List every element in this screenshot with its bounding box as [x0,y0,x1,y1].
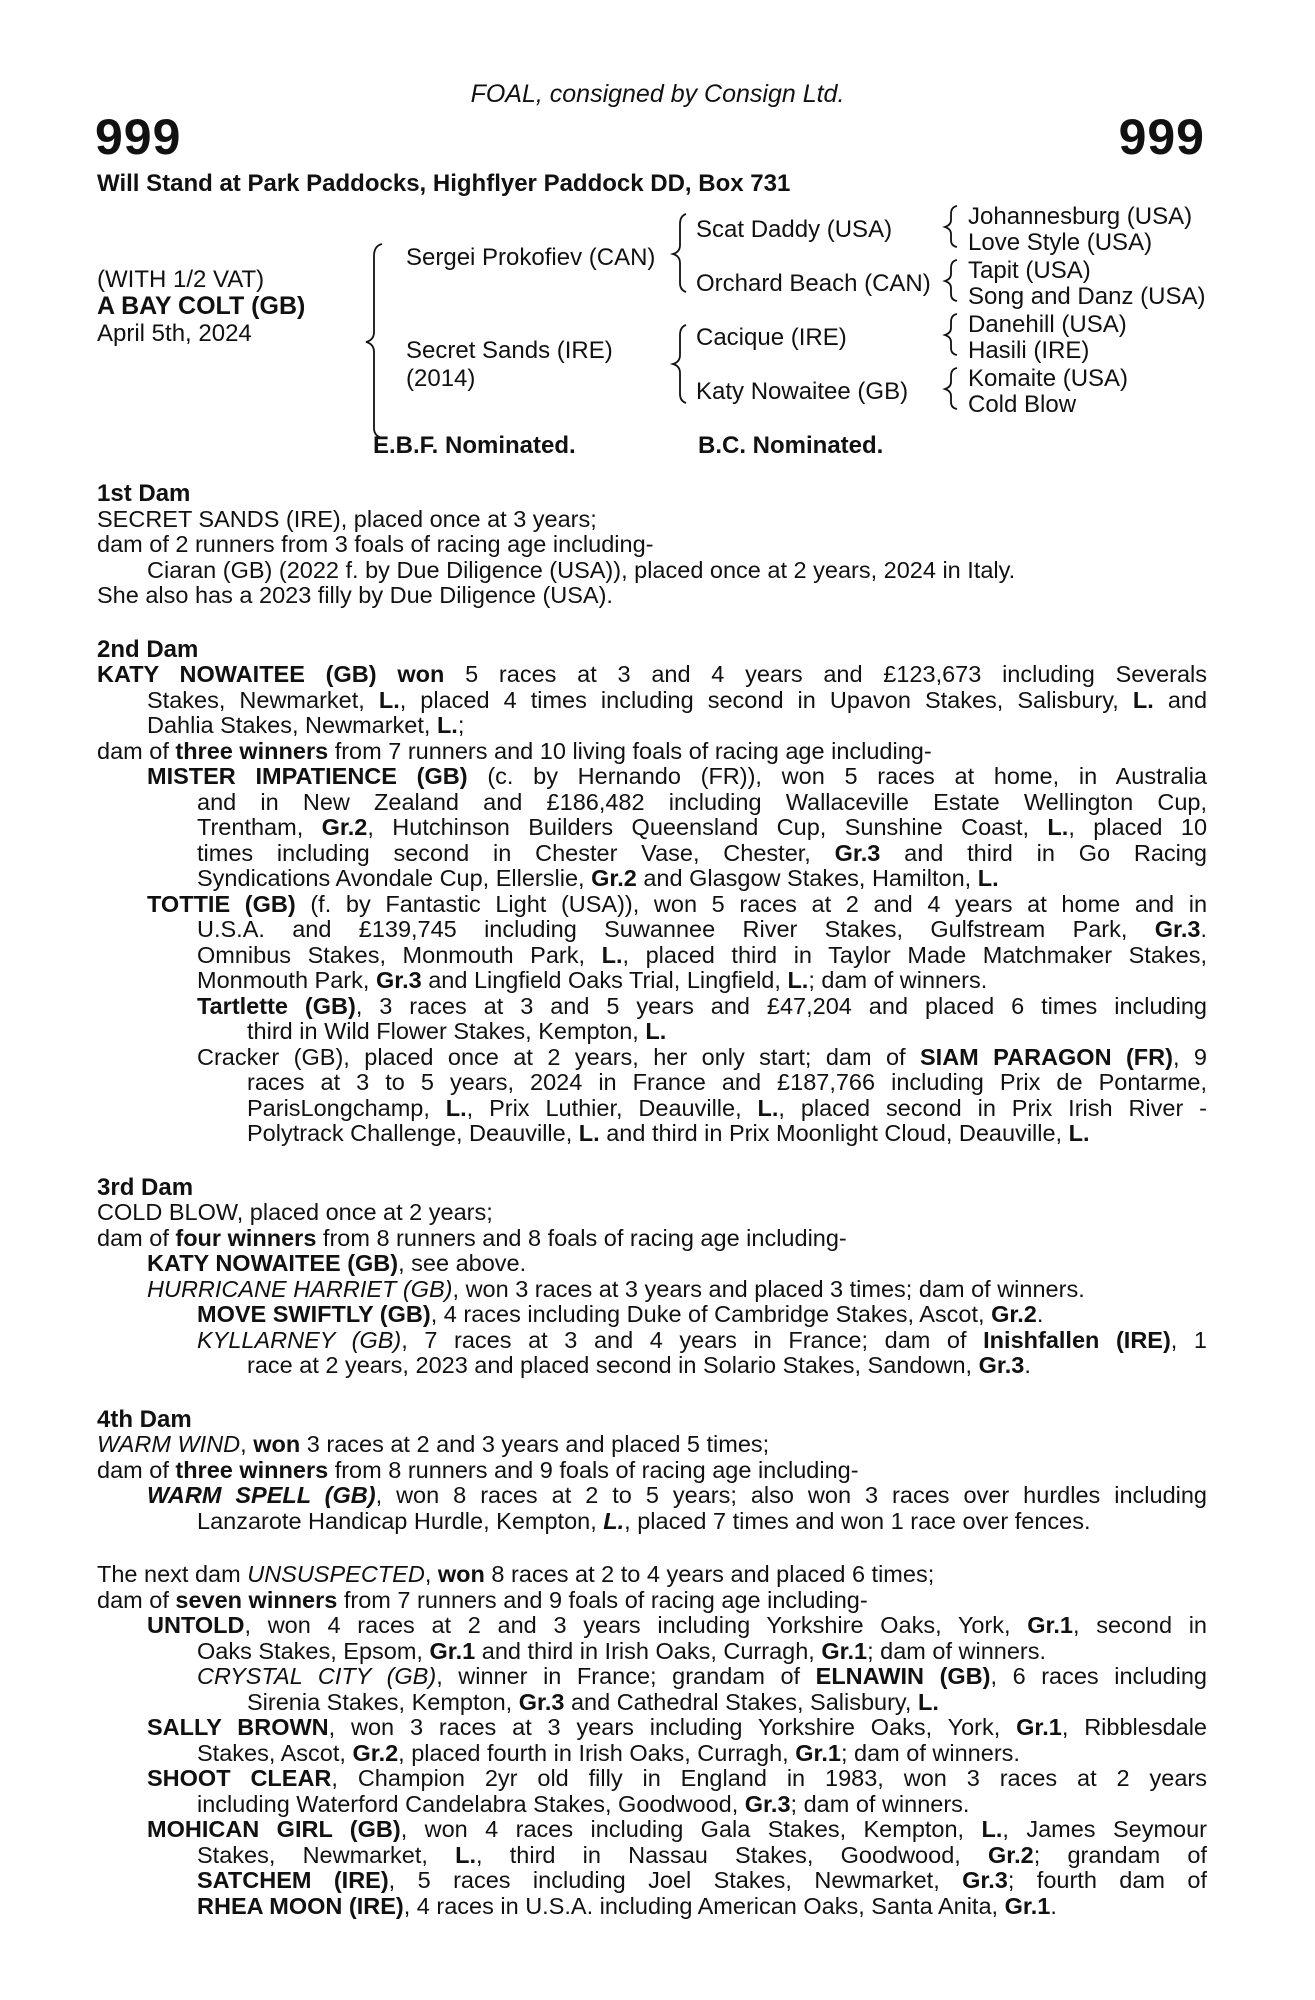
produce-line: Stakes, Newmarket, L., third in Nassau Stakes, Goodwood, Gr.2; grandam of [197,1842,1207,1868]
pedigree-g8: Cold Blow [968,391,1077,418]
pedigree-dam-year: (2014) [406,365,476,392]
produce-line: SATCHEM (IRE), 5 races including Joel Stakes, Newmarket, Gr.3; fourth dam of [197,1868,1207,1893]
pedigree-sire-sire: Scat Daddy (USA) [696,216,893,243]
produce-line: HURRICANE HARRIET (GB), won 3 races at 3 years and placed 3 times; dam of winners. [147,1275,1085,1302]
produce-line: Polytrack Challenge, Deauville, L. and third in Prix Moonlight Cloud, Deauville, L. [247,1120,1090,1146]
produce-line: Stakes, Ascot, Gr.2, placed fourth in Irish Oaks, Curragh, Gr.1; dam of winners. [197,1739,1020,1766]
second-dam-heading: 2nd Dam [97,635,199,663]
next-dam-line: The next dam UNSUSPECTED, won 8 races at 2 to 4 years and placed 6 times; [97,1561,935,1587]
pedigree-g7: Komaite (USA) [968,365,1129,392]
produce-line: Oaks Stakes, Epsom, Gr.1 and third in Irish Oaks, Curragh, Gr.1; dam of winners. [197,1637,1047,1664]
produce-line: times including second in Chester Vase, Chester, Gr.3 and third in Go Racing [197,840,1207,866]
pedigree-sire: Sergei Prokofiev (CAN) [406,244,656,271]
lot-number-right: 999 [1118,109,1205,165]
catalogue-body [97,481,1207,1919]
fourth-dam-line: WARM WIND, won 3 races at 2 and 3 years and placed 5 times; [97,1431,770,1457]
produce-line: TOTTIE (GB) (f. by Fantastic Light (USA)), won 5 races at 2 and 4 years at home and in [147,891,1207,917]
produce-line: RHEA MOON (IRE), 4 races in U.S.A. including American Oaks, Santa Anita, Gr.1. [197,1892,1057,1919]
second-dam-line: Stakes, Newmarket, L., placed 4 times including second in Upavon Stakes, Salisbury, L. and [147,687,1207,713]
second-dam-line: KATY NOWAITEE (GB) won 5 races at 3 and 4 years and £123,673 including Severals [97,662,1207,687]
produce-line: Trentham, Gr.2, Hutchinson Builders Queensland Cup, Sunshine Coast, L., placed 10 [197,815,1207,840]
produce-line: Syndications Avondale Cup, Ellerslie, Gr.2 and Glasgow Stakes, Hamilton, L. [197,865,999,891]
produce-line: Omnibus Stakes, Monmouth Park, L., placed third in Taylor Made Matchmaker Stakes, [197,942,1207,968]
next-dam-line: dam of seven winners from 7 runners and 9 foals of racing age including- [97,1586,868,1613]
produce-line: MOHICAN GIRL (GB), won 4 races including Gala Stakes, Kempton, L., James Seymour [147,1817,1207,1842]
second-dam-line: dam of three winners from 7 runners and 10 living foals of racing age including- [97,737,932,764]
stand-location: Will Stand at Park Paddocks, Highflyer Paddock DD, Box 731 [97,170,791,197]
lot-number-left: 999 [95,109,182,165]
third-dam-line: dam of four winners from 8 runners and 8 foals of racing age including- [97,1224,847,1251]
pedigree-dam: Secret Sands (IRE) [406,337,613,364]
fourth-dam-heading: 4th Dam [97,1405,192,1433]
produce-line: CRYSTAL CITY (GB), winner in France; grandam of ELNAWIN (GB), 6 races including [197,1664,1207,1689]
produce-line: KYLLARNEY (GB), 7 races at 3 and 4 years in France; dam of Inishfallen (IRE), 1 [197,1327,1207,1353]
pedigree-g5: Danehill (USA) [968,311,1127,338]
produce-line: Monmouth Park, Gr.3 and Lingfield Oaks Trial, Lingfield, L.; dam of winners. [197,967,988,993]
first-dam-line: Ciaran (GB) (2022 f. by Due Diligence (USA)), placed once at 2 years, 2024 in Italy. [147,556,1016,583]
produce-line: and in New Zealand and £186,482 including Wallaceville Estate Wellington Cup, [197,789,1207,815]
pedigree-dam-sire: Cacique (IRE) [696,324,847,351]
produce-line: ParisLongchamp, L., Prix Luthier, Deauville, L., placed second in Prix Irish River - [247,1095,1207,1121]
third-dam-line: COLD BLOW, placed once at 2 years; [97,1199,493,1225]
foaling-date: April 5th, 2024 [97,320,252,347]
second-dam-line: Dahlia Stakes, Newmarket, L.; [147,712,465,738]
ebf-nomination: E.B.F. Nominated. [373,432,576,459]
produce-line: third in Wild Flower Stakes, Kempton, L. [247,1018,667,1044]
produce-line: Lanzarote Handicap Hurdle, Kempton, L., placed 7 times and won 1 race over fences. [197,1507,1091,1534]
produce-line: UNTOLD, won 4 races at 2 and 3 years including Yorkshire Oaks, York, Gr.1, second in [147,1613,1207,1638]
pedigree-dam-dam: Katy Nowaitee (GB) [696,378,909,405]
first-dam-heading: 1st Dam [97,480,191,507]
produce-line: Sirenia Stakes, Kempton, Gr.3 and Cathedral Stakes, Salisbury, L. [247,1688,939,1715]
pedigree-g3: Tapit (USA) [968,257,1091,284]
horse-name: A BAY COLT (GB) [97,292,306,320]
third-dam-heading: 3rd Dam [97,1173,194,1201]
pedigree-g4: Song and Danz (USA) [968,283,1206,310]
first-dam-line: dam of 2 runners from 3 foals of racing age including- [97,531,654,557]
pedigree-g6: Hasili (IRE) [968,337,1090,364]
produce-line: KATY NOWAITEE (GB), see above. [147,1250,527,1276]
produce-line: Cracker (GB), placed once at 2 years, her only start; dam of SIAM PARAGON (FR), 9 [197,1044,1207,1070]
produce-line: U.S.A. and £139,745 including Suwannee River Stakes, Gulfstream Park, Gr.3. [197,917,1207,942]
produce-line: SHOOT CLEAR, Champion 2yr old filly in England in 1983, won 3 races at 2 years [147,1766,1207,1791]
consignor-line: FOAL, consigned by Consign Ltd. [470,80,845,108]
pedigree-g1: Johannesburg (USA) [968,203,1193,230]
produce-line: Tartlette (GB), 3 races at 3 and 5 years and £47,204 and placed 6 times including [197,993,1207,1019]
fourth-dam-line: dam of three winners from 8 runners and 9 foals of racing age including- [97,1456,859,1483]
produce-line: races at 3 to 5 years, 2024 in France and £187,766 including Prix de Pontarme, [247,1070,1207,1095]
produce-line: SALLY BROWN, won 3 races at 3 years including Yorkshire Oaks, York, Gr.1, Ribblesdale [147,1715,1207,1740]
produce-line: race at 2 years, 2023 and placed second in Solario Stakes, Sandown, Gr.3. [247,1352,1031,1378]
pedigree-sire-dam: Orchard Beach (CAN) [696,270,931,297]
vat-note: (WITH 1/2 VAT) [97,266,265,293]
produce-line: MISTER IMPATIENCE (GB) (c. by Hernando (FR)), won 5 races at home, in Australia [147,764,1207,789]
produce-line: including Waterford Candelabra Stakes, Goodwood, Gr.3; dam of winners. [197,1790,970,1817]
pedigree-g2: Love Style (USA) [968,229,1153,256]
produce-line: MOVE SWIFTLY (GB), 4 races including Duke of Cambridge Stakes, Ascot, Gr.2. [197,1301,1044,1327]
first-dam-line: She also has a 2023 filly by Due Diligence (USA). [97,582,613,608]
first-dam-line: SECRET SANDS (IRE), placed once at 3 years; [97,505,597,532]
bc-nomination: B.C. Nominated. [698,432,884,459]
produce-line: WARM SPELL (GB), won 8 races at 2 to 5 years; also won 3 races over hurdles including [147,1483,1207,1508]
